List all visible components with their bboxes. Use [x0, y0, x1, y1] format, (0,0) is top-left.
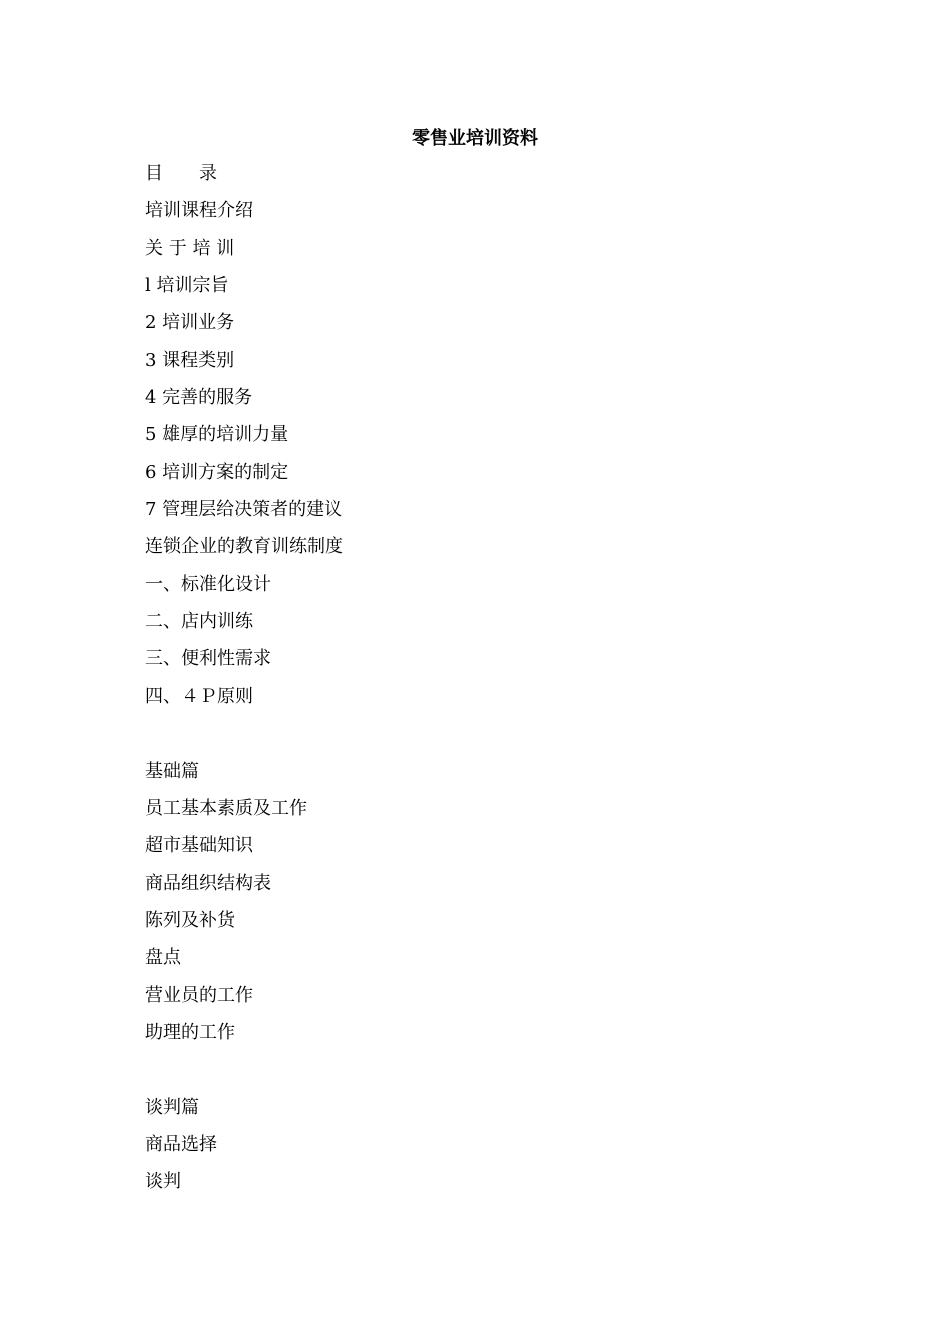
toc-item: 一、标准化设计	[145, 573, 271, 595]
toc-item: 助理的工作	[145, 1021, 235, 1043]
document-title: 零售业培训资料	[412, 128, 538, 149]
blank-line	[145, 721, 343, 758]
toc-item: 培训课程介绍	[145, 200, 253, 222]
toc-item: 7 管理层给决策者的建议	[145, 499, 343, 521]
toc-item: 超市基础知识	[145, 835, 253, 857]
toc-item: 四、４Ｐ原则	[145, 685, 253, 707]
toc-item: 营业员的工作	[145, 984, 253, 1006]
toc-item: 三、便利性需求	[145, 648, 271, 670]
toc-item: 谈判	[145, 1171, 181, 1193]
toc-item: 4 完善的服务	[145, 387, 253, 409]
toc-item: 商品组织结构表	[145, 872, 271, 894]
section-heading: 谈判篇	[145, 1096, 199, 1118]
toc-item: 商品选择	[145, 1133, 217, 1155]
toc-item: 2 培训业务	[145, 312, 235, 334]
toc-item: 3 课程类别	[145, 349, 235, 371]
toc-item: 5 雄厚的培训力量	[145, 424, 289, 446]
toc-heading: 目 录	[145, 163, 217, 184]
toc-item: 员工基本素质及工作	[145, 797, 307, 819]
section-heading: 基础篇	[145, 760, 199, 782]
toc-item: 二、店内训练	[145, 611, 253, 633]
toc-item: 连锁企业的教育训练制度	[145, 536, 343, 558]
toc-item: 6 培训方案的制定	[145, 461, 289, 483]
toc-item: l 培训宗旨	[145, 275, 229, 297]
toc-item: 陈列及补货	[145, 909, 235, 931]
toc-item: 盘点	[145, 947, 181, 969]
toc-item: 关 于 培 训	[145, 237, 235, 259]
table-of-contents	[145, 161, 343, 1207]
blank-line	[145, 1057, 343, 1094]
